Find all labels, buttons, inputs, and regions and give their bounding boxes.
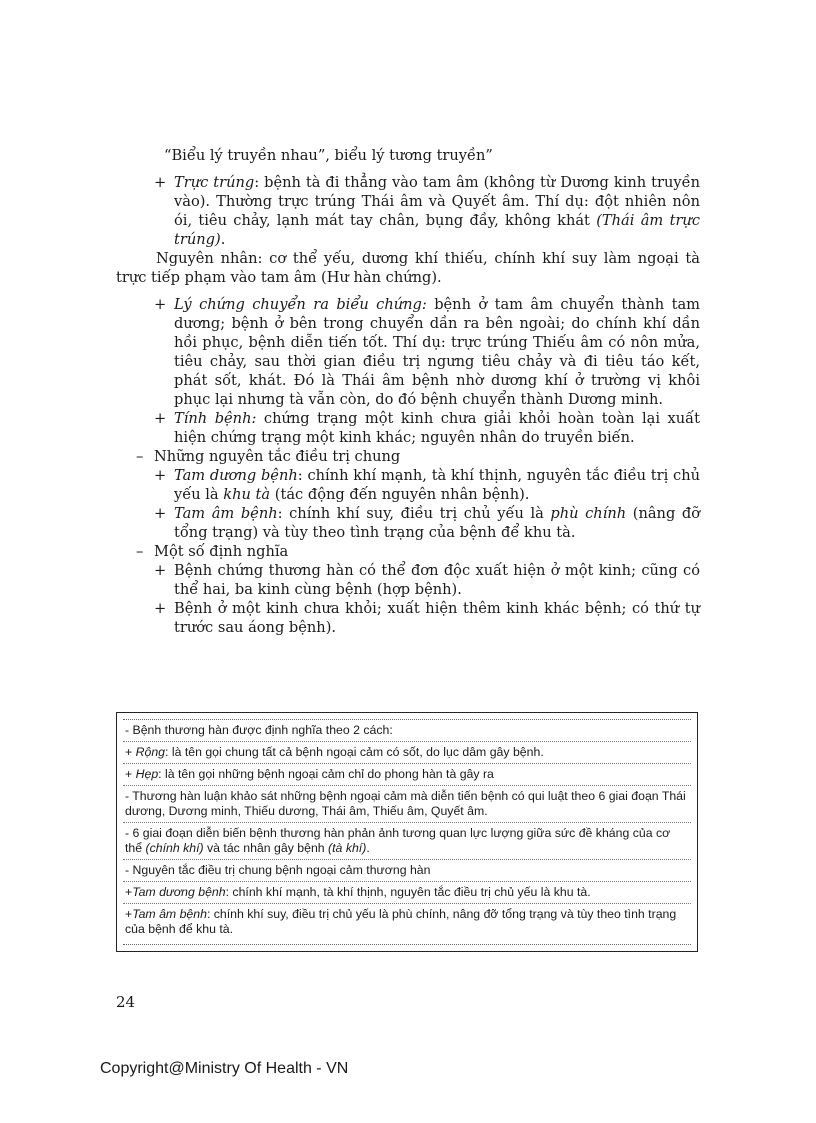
plus-marker: + xyxy=(154,505,167,522)
dash-marker: – xyxy=(136,448,144,465)
list-item-truc-trung: + Trực trúng: bệnh tà đi thẳng vào tam âm (không từ Dương kinh truyền vào). Thường trực trúng Thái âm và Quyết âm. Thí dụ: đột nhiên nôn ói, tiêu chảy, lạnh mát tay chân, bụng đầy, không khát (Thái âm trực trúng). xyxy=(154,174,700,248)
list-item-ly-chung xyxy=(116,295,700,409)
term: Tam âm bệnh xyxy=(174,505,278,522)
item-text: Những nguyên tắc điều trị chung xyxy=(154,448,401,465)
plus-marker: + xyxy=(154,296,167,313)
plus-marker: + xyxy=(154,600,167,617)
dash-marker: – xyxy=(136,543,144,560)
quote-line: “Biểu lý truyền nhau”, biểu lý tương truyền” xyxy=(164,147,493,164)
summary-row: + Rộng: là tên gọi chung tất cả bệnh ngoại cảm có sốt, do lục dâm gây bệnh. xyxy=(123,742,691,764)
body-text xyxy=(116,146,700,637)
summary-box-inner xyxy=(123,719,691,945)
list-item-def2 xyxy=(116,599,700,637)
term: Trực trúng xyxy=(174,174,255,191)
summary-row: +Tam dương bệnh: chính khí mạnh, tà khí thịnh, nguyên tắc điều trị chủ yếu là khu tà. xyxy=(123,882,691,904)
term: Tính bệnh: xyxy=(174,410,257,427)
page-number: 24 xyxy=(116,993,136,1011)
summary-box xyxy=(116,712,698,952)
list-item-def1 xyxy=(116,561,700,599)
list-item-tam-duong: + Tam dương bệnh: chính khí mạnh, tà khí thịnh, nguyên tắc điều trị chủ yếu là khu tà (tác động đến nguyên nhân bệnh). xyxy=(154,467,700,503)
term: Lý chứng chuyển ra biểu chứng: xyxy=(174,296,427,313)
item-text: : bệnh tà đi thẳng vào tam âm (không từ Dương kinh truyền vào). Thường trực trúng Thái âm và Quyết âm. Thí dụ: đột nhiên nôn ói, tiêu chảy, lạnh mát tay chân, bụng đầy, không khát xyxy=(174,174,700,229)
summary-row: - Bệnh thương hàn được định nghĩa theo 2 cách: xyxy=(123,720,691,742)
plus-marker: + xyxy=(154,410,167,427)
summary-row: - Nguyên tắc điều trị chung bệnh ngoại cảm thương hàn xyxy=(123,860,691,882)
copyright-footer: Copyright@Ministry Of Health - VN xyxy=(100,1060,349,1077)
summary-row: - Thương hàn luận khảo sát những bệnh ngoại cảm mà diễn tiến bệnh có qui luật theo 6 giai đoạn Thái dương, Dương minh, Thiếu dương, Thái âm, Thiếu âm, Quyết âm. xyxy=(123,786,691,823)
list-item-dinh-nghia xyxy=(116,542,700,561)
term: Tam dương bệnh xyxy=(174,467,298,484)
item-text: Bệnh ở một kinh chưa khỏi; xuất hiện thêm kinh khác bệnh; có thứ tự trước sau áong bệnh). xyxy=(174,600,700,636)
item-text: chứng trạng một kinh chưa giải khỏi hoàn toàn lại xuất hiện chứng trạng một kinh khác; nguyên nhân do truyền biến. xyxy=(174,410,700,446)
summary-row: + Hẹp: là tên gọi những bệnh ngoại cảm chỉ do phong hàn tà gây ra xyxy=(123,764,691,786)
summary-row: - 6 giai đoạn diễn biến bệnh thương hàn phản ảnh tương quan lực lượng giữa sức đề kháng của cơ thể (chính khí) và tác nhân gây bệnh (tà khí). xyxy=(123,823,691,860)
list-item-tam-am: + Tam âm bệnh: chính khí suy, điều trị chủ yếu là phù chính (nâng đỡ tổng trạng) và tùy theo tình trạng của bệnh để khu tà. xyxy=(154,505,700,541)
item-text: bệnh ở tam âm chuyển thành tam dương; bệnh ở bên trong chuyển dần ra bên ngoài; do chính khí dần hồi phục, bệnh diễn tiến tốt. Thí dụ: trực trúng Thiếu âm có nôn mửa, tiêu chảy, sau thời gian điều trị ngưng tiêu chảy và đi tiêu táo kết, phát sốt, khát. Đó là Thái âm bệnh nhờ dương khí ở trường vị khôi phục lại nhưng tà vẫn còn, do đó bệnh chuyển thành Dương minh. xyxy=(174,296,700,408)
item-text: Bệnh chứng thương hàn có thể đơn độc xuất hiện ở một kinh; cũng có thể hai, ba kinh cùng bệnh (hợp bệnh). xyxy=(174,562,700,598)
plus-marker: + xyxy=(154,562,167,579)
list-item-nguyen-tac xyxy=(116,447,700,466)
plus-marker: + xyxy=(154,174,167,191)
paragraph-nguyen-nhan: Nguyên nhân: cơ thể yếu, dương khí thiếu, chính khí suy làm ngoại tà trực tiếp phạm vào tam âm (Hư hàn chứng). xyxy=(116,250,700,286)
list-item-tinh-benh xyxy=(116,409,700,447)
plus-marker: + xyxy=(154,467,167,484)
summary-row: +Tam âm bệnh: chính khí suy, điều trị chủ yếu là phù chính, nâng đỡ tổng trạng và tùy theo tình trạng của bệnh để khu tà. xyxy=(125,907,677,936)
item-text: Một số định nghĩa xyxy=(154,543,289,560)
italic-text: (Thái âm trực trúng) xyxy=(174,212,700,248)
